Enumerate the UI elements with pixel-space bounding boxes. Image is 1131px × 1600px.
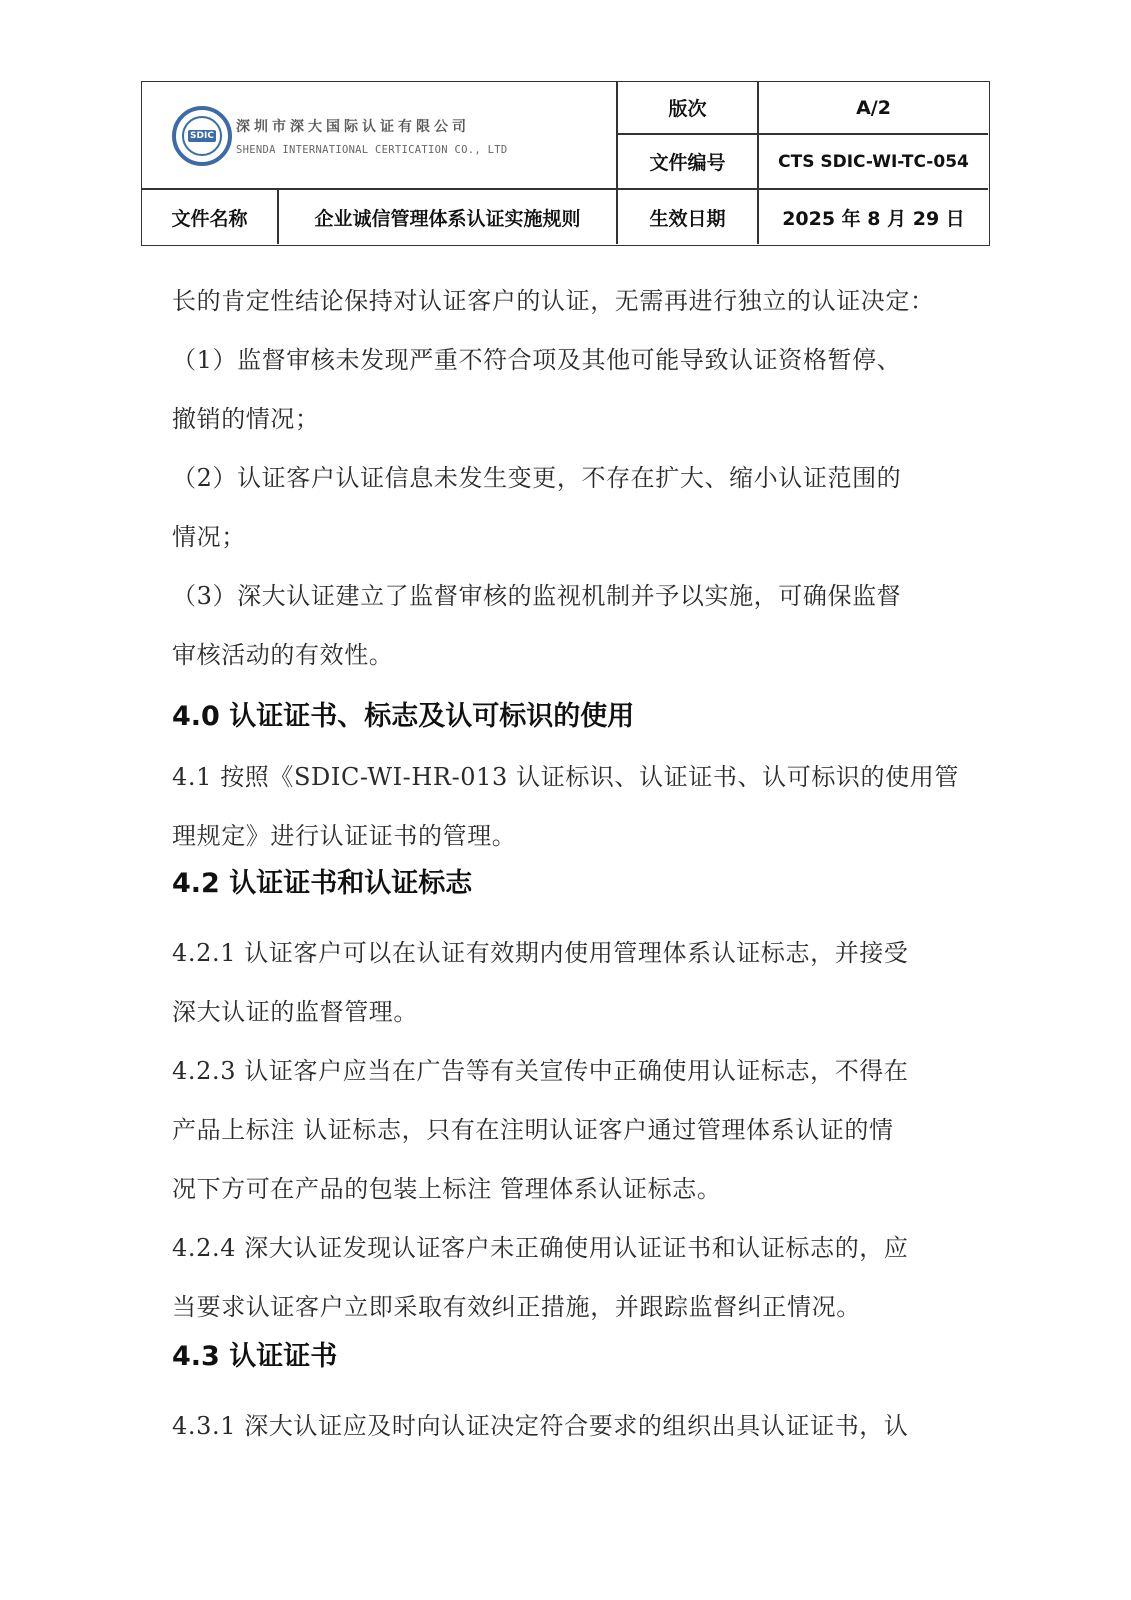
docno-value: CTS SDIC-WI-TC-054 bbox=[778, 151, 969, 172]
company-logo bbox=[142, 82, 618, 190]
document-header-table bbox=[141, 81, 990, 246]
company-name-cn: 深圳市深大国际认证有限公司 bbox=[236, 119, 470, 135]
body-line: 审核活动的有效性。 bbox=[172, 641, 394, 669]
body-line: 产品上标注 认证标志，只有在注明认证客户通过管理体系认证的情 bbox=[172, 1116, 894, 1144]
body-line: 撤销的情况； bbox=[172, 405, 320, 433]
body-line: 深大认证的监督管理。 bbox=[172, 998, 418, 1026]
date-value: 2025 年 8 月 29 日 bbox=[782, 207, 965, 230]
body-line: 况下方可在产品的包装上标注 管理体系认证标志。 bbox=[172, 1175, 722, 1203]
body-line: 4.2.3 认证客户应当在广告等有关宣传中正确使用认证标志，不得在 bbox=[172, 1057, 909, 1085]
body-line: （1）监督审核未发现严重不符合项及其他可能导致认证资格暂停、 bbox=[172, 346, 902, 374]
body-line: 4.2.1 认证客户可以在认证有效期内使用管理体系认证标志，并接受 bbox=[172, 939, 909, 967]
company-name-en: SHENDA INTERNATIONAL CERTICATION CO., LTD bbox=[236, 144, 508, 156]
sdic-emblem-icon: SDIC bbox=[172, 106, 232, 166]
body-line: （2）认证客户认证信息未发生变更，不存在扩大、缩小认证范围的 bbox=[172, 464, 902, 492]
version-value: A/2 bbox=[856, 96, 891, 119]
section-heading: 4.0 认证证书、标志及认可标识的使用 bbox=[172, 701, 635, 732]
body-line: 4.3.1 深大认证应及时向认证决定符合要求的组织出具认证证书，认 bbox=[172, 1412, 909, 1440]
version-label: 版次 bbox=[668, 98, 707, 120]
body-line: 4.2.4 深大认证发现认证客户未正确使用认证证书和认证标志的，应 bbox=[172, 1234, 909, 1262]
docno-label: 文件编号 bbox=[649, 152, 726, 174]
body-line: 长的肯定性结论保持对认证客户的认证，无需再进行独立的认证决定： bbox=[172, 287, 935, 315]
body-line: 理规定》进行认证证书的管理。 bbox=[172, 822, 517, 850]
name-value: 企业诚信管理体系认证实施规则 bbox=[314, 207, 581, 230]
section-heading: 4.3 认证证书 bbox=[172, 1341, 338, 1372]
body-line: 情况； bbox=[172, 523, 246, 551]
date-label: 生效日期 bbox=[649, 207, 726, 230]
section-heading: 4.2 认证证书和认证标志 bbox=[172, 868, 473, 899]
body-line: （3）深大认证建立了监督审核的监视机制并予以实施，可确保监督 bbox=[172, 582, 902, 610]
body-line: 当要求认证客户立即采取有效纠正措施，并跟踪监督纠正情况。 bbox=[172, 1293, 861, 1321]
name-label: 文件名称 bbox=[171, 207, 248, 230]
body-line: 4.1 按照《SDIC-WI-HR-013 认证标识、认证证书、认可标识的使用管 bbox=[172, 763, 959, 791]
